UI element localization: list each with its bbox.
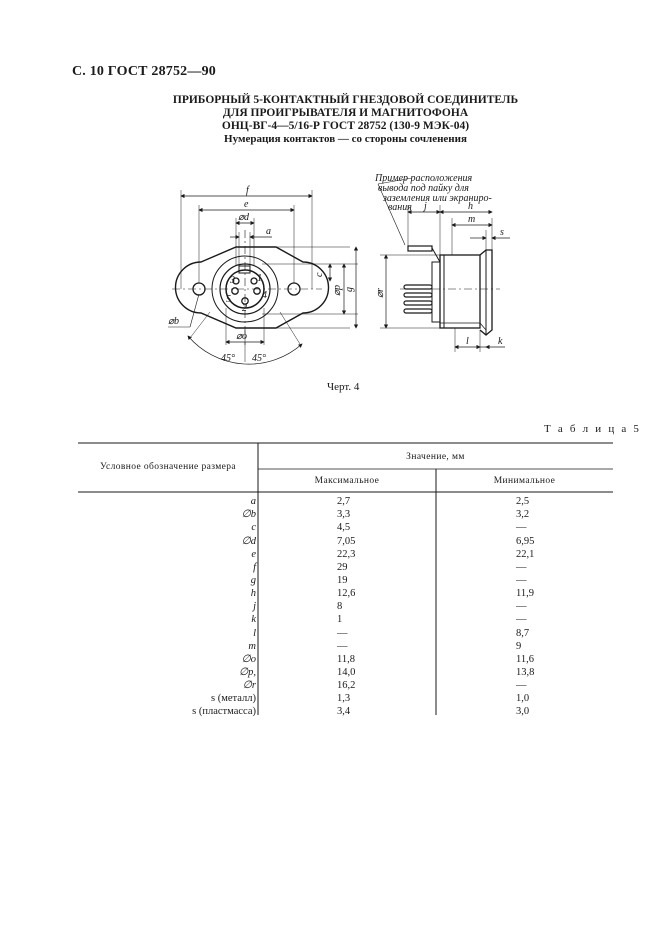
label-c: c (314, 272, 325, 277)
table-label: Т а б л и ц а 5 (544, 423, 642, 435)
label-d: ⌀d (238, 212, 250, 223)
label-s: s (500, 227, 504, 238)
label-b: ⌀b (168, 316, 180, 327)
title-line-4: Нумерация контактов — со стороны сочленения (224, 133, 467, 145)
label-pin-3: 3 (230, 275, 235, 286)
label-m: m (468, 214, 476, 225)
cell-symbol: ∅b (241, 509, 256, 521)
cell-min: 11,9 (516, 588, 534, 599)
cell-max: 3,3 (337, 509, 351, 521)
note-line-2: вывода под пайку для (378, 183, 469, 194)
col-header-max: Максимальное (314, 476, 380, 486)
note-line-1: Пример расположения (375, 173, 473, 184)
cell-max: 7,05 (337, 535, 356, 547)
cell-min: 2,5 (516, 496, 530, 507)
cell-symbol: l (253, 627, 256, 639)
figure-caption: Черт. 4 (327, 381, 360, 393)
cell-symbol: m (248, 640, 256, 652)
cell-min: — (516, 614, 527, 626)
cell-symbol: a (250, 496, 256, 507)
label-l: l (466, 336, 469, 347)
col-header-symbol: Условное обозначение размера (99, 462, 237, 472)
label-h: h (468, 201, 473, 212)
cell-min: 1,0 (516, 693, 530, 705)
cell-min: 3,0 (516, 706, 530, 718)
cell-symbol: k (251, 614, 256, 626)
cell-max: 2,7 (337, 496, 351, 507)
label-r: ⌀r (375, 288, 386, 298)
label-angle-1: 45° (221, 353, 235, 364)
cell-max: 16,2 (337, 680, 356, 692)
cell-symbol: e (251, 548, 256, 560)
cell-max: 14,0 (337, 667, 356, 678)
cell-min: — (516, 680, 527, 692)
title-line-1: ПРИБОРНЫЙ 5-КОНТАКТНЫЙ ГНЕЗДОВОЙ СОЕДИНИТЕЛЬ (172, 94, 519, 106)
cell-max: 11,8 (337, 653, 355, 665)
cell-min: — (516, 561, 527, 573)
col-header-min: Минимальное (493, 476, 556, 486)
cell-max: 1 (337, 614, 343, 626)
cell-symbol: ∅p, (238, 667, 256, 678)
label-pin-4: 4 (262, 290, 267, 301)
cell-max: 4,5 (337, 522, 351, 534)
cell-min: 22,1 (516, 548, 535, 560)
cell-max: 19 (337, 574, 348, 586)
cell-min: 11,6 (516, 653, 534, 665)
cell-symbol: f (253, 561, 256, 573)
cell-symbol: s (металл) (211, 693, 256, 705)
cell-max: — (337, 627, 348, 639)
cell-max: 22,3 (337, 548, 356, 560)
cell-min: — (516, 574, 527, 586)
label-pin-1: 1 (257, 273, 262, 284)
label-pin-5: 5 (226, 294, 231, 305)
cell-min: 9 (516, 640, 522, 652)
group-header-value: Значение, мм (406, 452, 465, 462)
title-line-3: ОНЦ-ВГ-4—5/16-Р ГОСТ 28752 (130-9 МЭК-04) (221, 120, 470, 132)
label-e: e (244, 199, 249, 210)
cell-symbol: c (251, 522, 256, 534)
cell-symbol: g (250, 574, 256, 586)
label-f: f (246, 185, 249, 196)
cell-symbol: ∅o (241, 653, 256, 665)
label-g: g (344, 287, 355, 292)
label-a: a (266, 226, 271, 237)
cell-min: 3,2 (516, 509, 530, 521)
cell-max: 12,6 (337, 588, 356, 599)
label-p: ⌀p (332, 284, 343, 296)
cell-symbol: j (253, 601, 256, 613)
cell-max: — (337, 640, 348, 652)
cell-min: 6,95 (516, 535, 535, 547)
note-line-4: вания (388, 202, 412, 213)
cell-min: — (516, 601, 527, 613)
label-k: k (498, 336, 503, 347)
label-angle-2: 45° (252, 353, 266, 364)
cell-max: 29 (337, 561, 348, 573)
label-pin-2: 2 (242, 303, 247, 314)
title-line-2: ДЛЯ ПРОИГРЫВАТЕЛЯ И МАГНИТОФОНА (222, 107, 469, 119)
cell-min: 13,8 (516, 667, 535, 678)
cell-max: 1,3 (337, 693, 351, 705)
cell-min: — (516, 522, 527, 534)
cell-max: 8 (337, 601, 343, 613)
label-j: j (424, 201, 427, 212)
cell-symbol: ∅d (241, 535, 256, 547)
cell-symbol: h (250, 588, 256, 599)
cell-min: 8,7 (516, 627, 530, 639)
note-line-3: заземления или экраниро- (383, 193, 492, 204)
cell-symbol: ∅r (242, 680, 256, 692)
page-header: С. 10 ГОСТ 28752—90 (72, 64, 216, 79)
cell-max: 3,4 (337, 706, 351, 718)
cell-symbol: s (пластмасса) (192, 706, 256, 718)
label-o: ⌀o (236, 331, 248, 342)
